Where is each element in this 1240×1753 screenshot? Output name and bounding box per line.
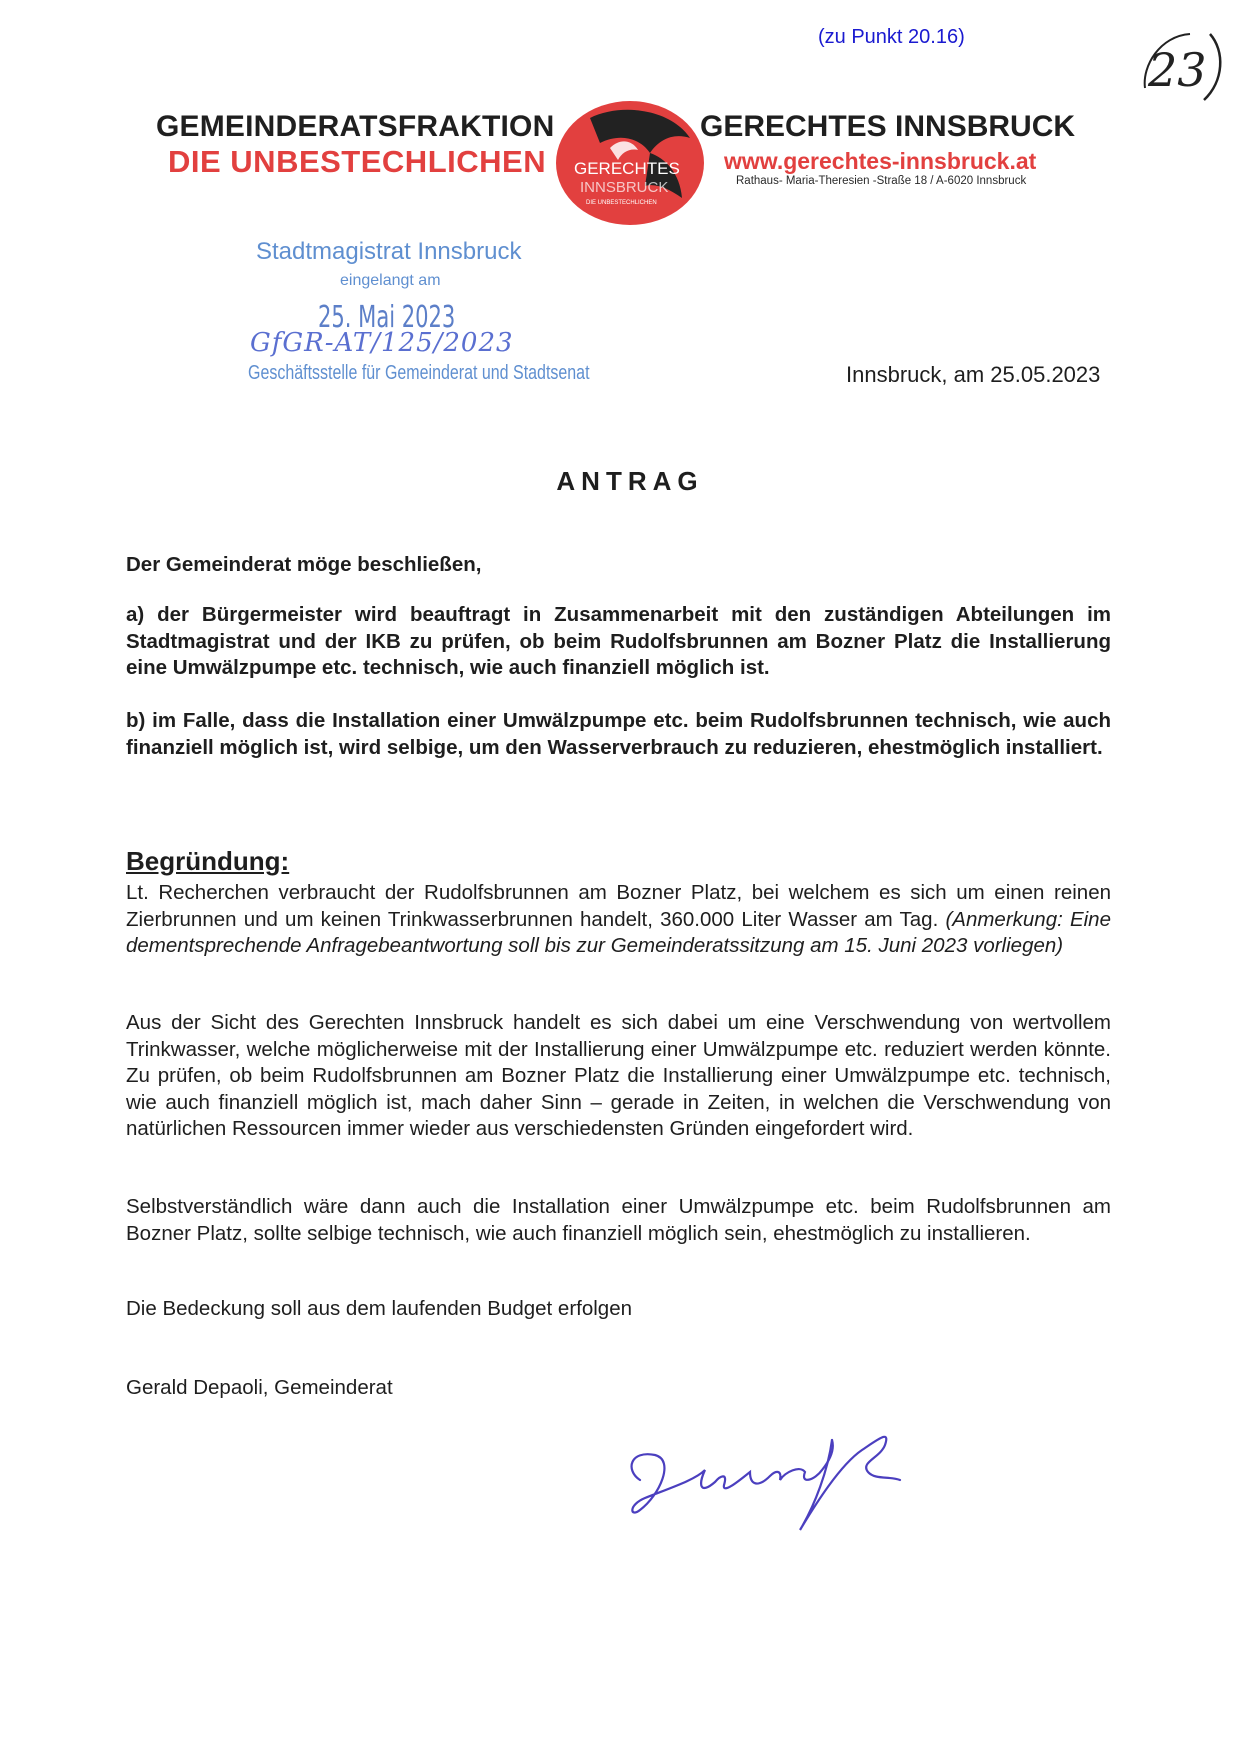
faction-slogan: DIE UNBESTECHLICHEN xyxy=(168,144,547,179)
party-name: GERECHTES INNSBRUCK xyxy=(700,110,1076,143)
handwritten-page-mark xyxy=(1140,26,1230,106)
page-mark-text: 23 xyxy=(1148,43,1207,97)
stamp-received-label: eingelangt am xyxy=(340,272,441,289)
reasoning-paragraph-2: Aus der Sicht des Gerechten Innsbruck handelt es sich dabei um eine Verschwendung von wertvollem Trinkwasser, welche möglicherweise mit der Installierung einer Umwälzpumpe etc. reduziert werden könnte. Zu prüfen, ob beim Rudolfsbrunnen am Bozner Platz die Installierung einer Umwälzpumpe etc. technisch, wie auch finanziell möglich ist, mach daher Sinn – gerade in Zeiten, in welchen die Verschwendung von natürlichen Ressourcen immer wieder aus verschiedensten Gründen eingefordert wird. xyxy=(126,1011,1111,1140)
party-website[interactable]: www.gerechtes-innsbruck.at xyxy=(724,148,1037,174)
party-logo xyxy=(550,98,710,228)
stamp-date: 25. Mai 2023 xyxy=(318,300,456,335)
document-date: Innsbruck, am 25.05.2023 xyxy=(846,362,1101,387)
reasoning-paragraph-1 xyxy=(126,880,1111,960)
logo-text-3: DIE UNBESTECHLICHEN xyxy=(586,200,657,206)
stamp-department: Geschäftsstelle für Gemeinderat und Stadtsenat xyxy=(248,362,590,384)
document-title: ANTRAG xyxy=(556,466,704,496)
motion-point-a: a) der Bürgermeister wird beauftragt in Zusammenarbeit mit den zuständigen Abteilungen im Stadtmagistrat und der IKB zu prüfen, ob beim Rudolfsbrunnen am Bozner Platz die Installierung eine Umwälzpumpe etc. technisch, wie auch finanziell möglich ist. xyxy=(126,603,1111,679)
logo-text-2: INNSBRUCK xyxy=(580,179,669,196)
logo-text-1: GERECHTES xyxy=(574,159,680,178)
motion-intro: Der Gemeinderat möge beschließen, xyxy=(126,553,482,576)
party-address: Rathaus- Maria-Theresien -Straße 18 / A-6020 Innsbruck xyxy=(736,175,1027,187)
budget-note: Die Bedeckung soll aus dem laufenden Budget erfolgen xyxy=(126,1297,633,1320)
handwritten-signature xyxy=(600,1410,940,1540)
reasoning-p1-note: (Anmerkung: Eine dementsprechende Anfragebeantwortung soll bis zur Gemeinderatssitzung am 15. Juni 2023 vorliegen) xyxy=(126,907,1111,957)
reference-note: (zu Punkt 20.16) xyxy=(818,26,965,48)
reasoning-heading: Begründung: xyxy=(126,846,290,876)
stamp-reference: GfGR-AT/125/2023 xyxy=(250,328,514,358)
reasoning-p1-text: Lt. Recherchen verbraucht der Rudolfsbrunnen am Bozner Platz, bei welchem es sich um einen reinen Zierbrunnen und um keinen Trinkwasserbrunnen handelt, 360.000 Liter Wasser am Tag. xyxy=(126,881,1111,931)
stamp-office: Stadtmagistrat Innsbruck xyxy=(256,238,522,265)
signer-name: Gerald Depaoli, Gemeinderat xyxy=(126,1376,393,1399)
reasoning-paragraph-3: Selbstverständlich wäre dann auch die Installation einer Umwälzpumpe etc. beim Rudolfsbrunnen am Bozner Platz, sollte selbige technisch, wie auch finanziell möglich sein, ehestmöglich zu installieren. xyxy=(126,1195,1111,1245)
faction-label: GEMEINDERATSFRAKTION xyxy=(156,110,555,143)
motion-point-b: b) im Falle, dass die Installation einer Umwälzpumpe etc. beim Rudolfsbrunnen technisch, wie auch finanziell möglich ist, wird selbige, um den Wasserverbrauch zu reduzieren, ehestmöglich installiert. xyxy=(126,709,1111,759)
